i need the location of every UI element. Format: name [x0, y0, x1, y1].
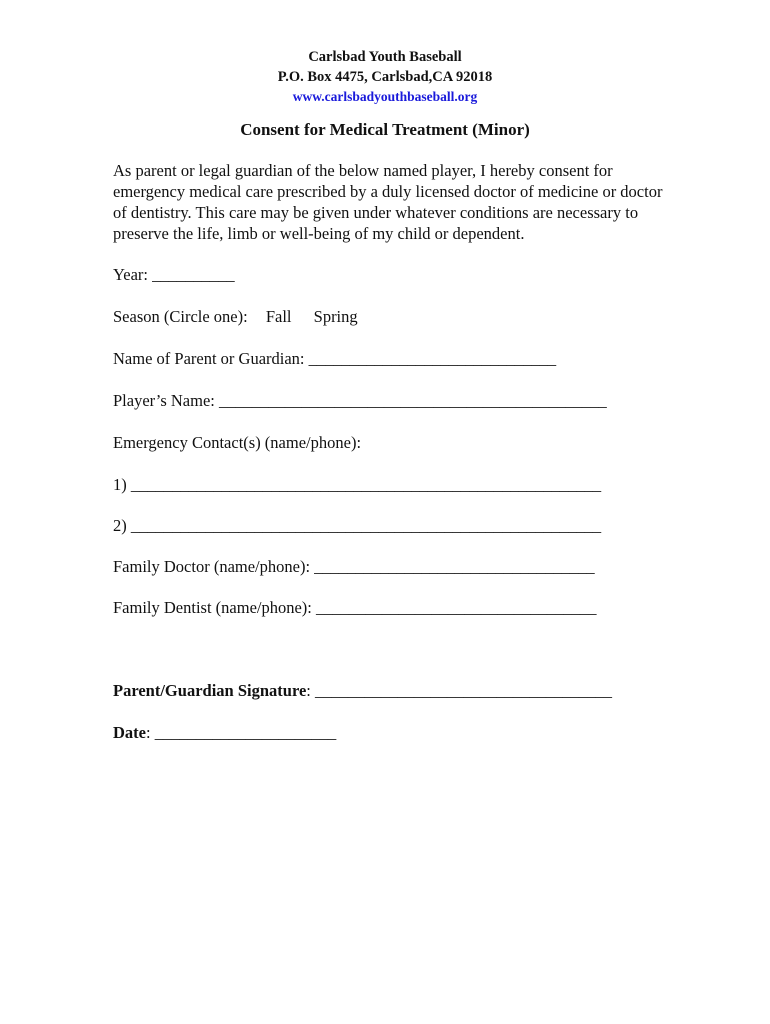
- season-option-spring[interactable]: Spring: [313, 307, 358, 326]
- organization-website-link[interactable]: www.carlsbadyouthbaseball.org: [292, 89, 478, 104]
- signature-blank[interactable]: ____________________________________: [315, 681, 613, 700]
- emergency-contact-2-field: [113, 515, 601, 537]
- signature-colon: :: [306, 681, 311, 700]
- parent-name-blank[interactable]: ______________________________: [308, 349, 557, 368]
- family-doctor-label: Family Doctor (name/phone):: [113, 557, 311, 576]
- emergency-contact-2-blank[interactable]: _________________________________________________________: [130, 516, 602, 535]
- player-name-label: Player’s Name:: [113, 391, 215, 410]
- player-name-blank-extension[interactable]: _______________: [483, 391, 607, 410]
- family-dentist-label: Family Dentist (name/phone):: [113, 598, 312, 617]
- organization-header: [0, 47, 770, 107]
- date-field: [113, 722, 336, 744]
- emergency-contact-2-label: 2): [113, 516, 127, 535]
- family-doctor-blank[interactable]: __________________________________: [314, 557, 595, 576]
- parent-name-field: [113, 348, 556, 370]
- date-colon: :: [145, 723, 151, 742]
- season-field: [113, 306, 358, 328]
- form-title: Consent for Medical Treatment (Minor): [240, 120, 530, 139]
- emergency-contact-1-label: 1): [113, 475, 127, 494]
- year-label: Year:: [113, 265, 148, 284]
- consent-statement: As parent or legal guardian of the below named player, I hereby consent for emergency medical care prescribed by a duly licensed doctor of medicine or doctor of dentistry. This care may be given under whatever conditions are necessary to preserve the life, limb or well-being of my child or dependent.: [113, 161, 663, 243]
- date-blank[interactable]: ______________________: [154, 723, 337, 742]
- emergency-contact-1-blank[interactable]: _________________________________________________________: [130, 475, 602, 494]
- parent-name-label: Name of Parent or Guardian:: [113, 349, 305, 368]
- family-doctor-field: [113, 556, 595, 578]
- signature-label: Parent/Guardian Signature: [113, 681, 307, 700]
- emergency-contact-1-field: [113, 474, 601, 496]
- year-field: [113, 264, 235, 286]
- player-name-field: [113, 390, 607, 412]
- date-label: Date: [113, 723, 146, 742]
- year-blank[interactable]: __________: [152, 265, 235, 284]
- emergency-contacts-label: Emergency Contact(s) (name/phone):: [113, 433, 362, 452]
- emergency-contacts-heading: [113, 432, 361, 454]
- signature-field: [113, 680, 612, 702]
- organization-address: P.O. Box 4475, Carlsbad,CA 92018: [277, 69, 493, 85]
- season-option-fall[interactable]: Fall: [265, 307, 292, 326]
- player-name-blank[interactable]: ________________________________: [219, 391, 484, 410]
- family-dentist-blank[interactable]: __________________________________: [316, 598, 597, 617]
- organization-name: Carlsbad Youth Baseball: [308, 49, 462, 65]
- season-label: Season (Circle one):: [113, 307, 248, 326]
- family-dentist-field: [113, 597, 597, 619]
